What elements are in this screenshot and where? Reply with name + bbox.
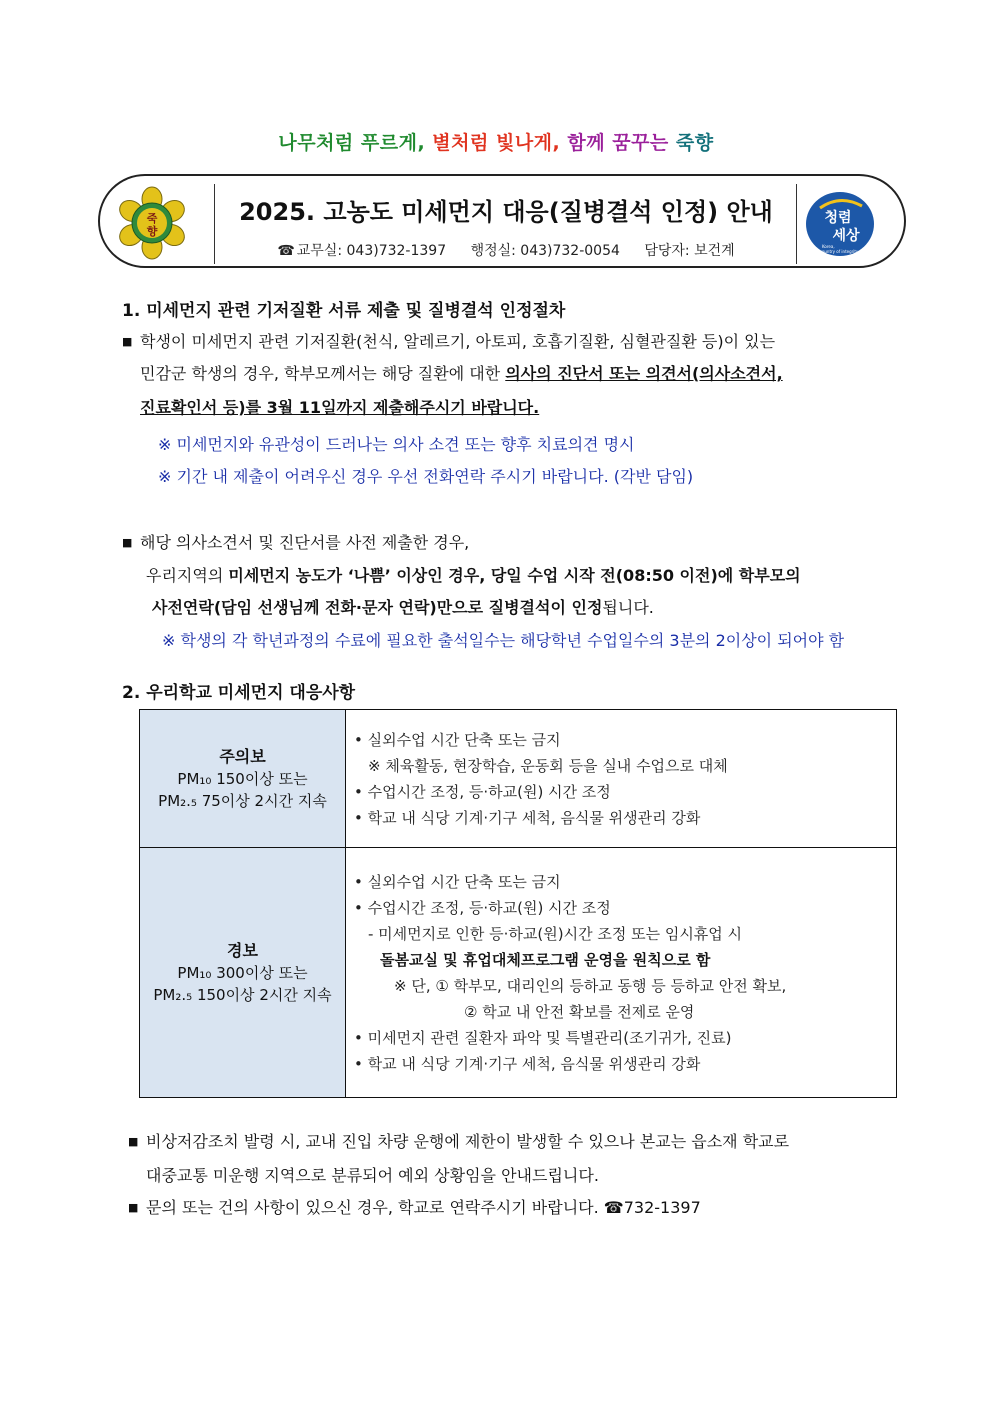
svg-text:세상: 세상 xyxy=(832,228,860,244)
level-cell-warning xyxy=(140,848,346,1098)
emblem-text: 죽 xyxy=(146,212,158,225)
slogan-part-3: 함께 꿈꾸는 xyxy=(567,132,669,154)
school-emblem-icon xyxy=(104,186,200,260)
list-item: • 수업시간 조정, 등·하교(원) 시간 조정 xyxy=(354,782,611,801)
slogan-part-1: 나무처럼 푸르게, xyxy=(278,132,426,154)
list-item: • 실외수업 시간 단축 또는 금지 xyxy=(354,730,561,749)
section-1-paragraph-2-line-3: 사전연락(담임 선생님께 전화·문자 연락)만으로 질병결석이 인정됩니다. xyxy=(152,598,654,617)
level-name: 주의보 xyxy=(219,746,266,766)
section-2-title: 2. 우리학교 미세먼지 대응사항 xyxy=(122,683,356,703)
list-item: ② 학교 내 안전 확보를 전제로 운영 xyxy=(464,1002,695,1021)
level-cell-advisory xyxy=(140,710,346,848)
list-item: - 미세먼지로 인한 등·하교(원)시간 조정 또는 임시휴업 시 xyxy=(368,924,743,943)
contact-person: 담당자: 보건계 xyxy=(644,243,735,259)
list-item: • 학교 내 식당 기계·기구 세척, 음식물 위생관리 강화 xyxy=(354,1054,701,1073)
level-condition-2: PM₂.₅ 150이상 2시간 지속 xyxy=(153,985,332,1004)
integrity-logo-icon xyxy=(802,184,878,262)
list-item: ※ 단, ① 학부모, 대리인의 등하교 동행 등 등하교 안전 확보, xyxy=(394,976,787,995)
svg-text:청렴: 청렴 xyxy=(824,210,852,226)
section-1-title: 1. 미세먼지 관련 기저질환 서류 제출 및 질병결석 인정절차 xyxy=(122,301,566,321)
slogan xyxy=(0,128,992,155)
level-name: 경보 xyxy=(227,940,258,960)
svg-text:향: 향 xyxy=(146,225,158,238)
list-item: • 실외수업 시간 단축 또는 금지 xyxy=(354,872,561,891)
section-1-paragraph-2-line-2: 우리지역의 미세먼지 농도가 ‘나쁨’ 이상인 경우, 당일 수업 시작 전(08:50 이전)에 학부모의 xyxy=(146,566,801,585)
note-1: ※ 미세먼지와 유관성이 드러나는 의사 소견 또는 향후 치료의견 명시 xyxy=(158,435,635,454)
level-condition-1: PM₁₀ 150이상 또는 xyxy=(177,769,308,788)
contact-info xyxy=(216,240,796,260)
phone-icon: ☎ xyxy=(277,243,295,259)
level-condition-1: PM₁₀ 300이상 또는 xyxy=(177,963,308,982)
table-row xyxy=(140,848,897,1098)
note-2: ※ 기간 내 제출이 어려우신 경우 우선 전화연락 주시기 바랍니다. (각반 담임) xyxy=(158,467,694,486)
list-item: 돌봄교실 및 휴업대체프로그램 운영을 원칙으로 함 xyxy=(380,950,711,969)
response-table xyxy=(139,709,897,1098)
section-1-paragraph-1-line-1: ■ 학생이 미세먼지 관련 기저질환(천식, 알레르기, 아토피, 호흡기질환, 심혈관질환 등)이 있는 xyxy=(140,326,775,358)
header-divider-right xyxy=(796,184,797,264)
svg-text:Korea,: Korea, xyxy=(822,244,835,249)
footer-paragraph-2: ■ 문의 또는 건의 사항이 있으신 경우, 학교로 연락주시기 바랍니다. ☎732-1397 xyxy=(146,1192,701,1224)
footer-paragraph-1-line-1: ■ 비상저감조치 발령 시, 교내 진입 차량 운행에 제한이 발생할 수 있으나 본교는 읍소재 학교로 xyxy=(146,1126,789,1158)
actions-cell-warning xyxy=(346,848,897,1098)
slogan-part-4: 죽향 xyxy=(675,132,714,154)
table-row xyxy=(140,710,897,848)
level-condition-2: PM₂.₅ 75이상 2시간 지속 xyxy=(158,791,327,810)
note-3: ※ 학생의 각 학년과정의 수료에 필요한 출석일수는 해당학년 수업일수의 3분의 2이상이 되어야 함 xyxy=(162,631,845,650)
section-1-paragraph-1-line-2: 민감군 학생의 경우, 학부모께서는 해당 질환에 대한 의사의 진단서 또는 의견서(의사소견서, xyxy=(140,364,783,383)
list-item: • 미세먼지 관련 질환자 파악 및 특별관리(조기귀가, 진료) xyxy=(354,1028,732,1047)
svg-text:a country of integrity: a country of integrity xyxy=(816,249,859,254)
list-item: ※ 체육활동, 현장학습, 운동회 등을 실내 수업으로 대체 xyxy=(368,756,728,775)
header-divider-left xyxy=(214,184,215,264)
list-item: • 학교 내 식당 기계·기구 세척, 음식물 위생관리 강화 xyxy=(354,808,701,827)
contact-admin-office: 행정실: 043)732-0054 xyxy=(470,243,620,259)
document-title: 2025. 고농도 미세먼지 대응(질병결석 인정) 안내 xyxy=(239,198,773,226)
actions-cell-advisory xyxy=(346,710,897,848)
contact-teachers-office: 교무실: 043)732-1397 xyxy=(296,243,447,259)
section-1-paragraph-2-line-1: ■ 해당 의사소견서 및 진단서를 사전 제출한 경우, xyxy=(140,527,469,559)
section-1-paragraph-1-line-3: 진료확인서 등)를 3월 11일까지 제출해주시기 바랍니다. xyxy=(140,398,540,417)
footer-paragraph-1-line-2: 대중교통 미운행 지역으로 분류되어 예외 상황임을 안내드립니다. xyxy=(146,1166,599,1185)
list-item: • 수업시간 조정, 등·하교(원) 시간 조정 xyxy=(354,898,611,917)
slogan-part-2: 별처럼 빛나게, xyxy=(432,132,561,154)
